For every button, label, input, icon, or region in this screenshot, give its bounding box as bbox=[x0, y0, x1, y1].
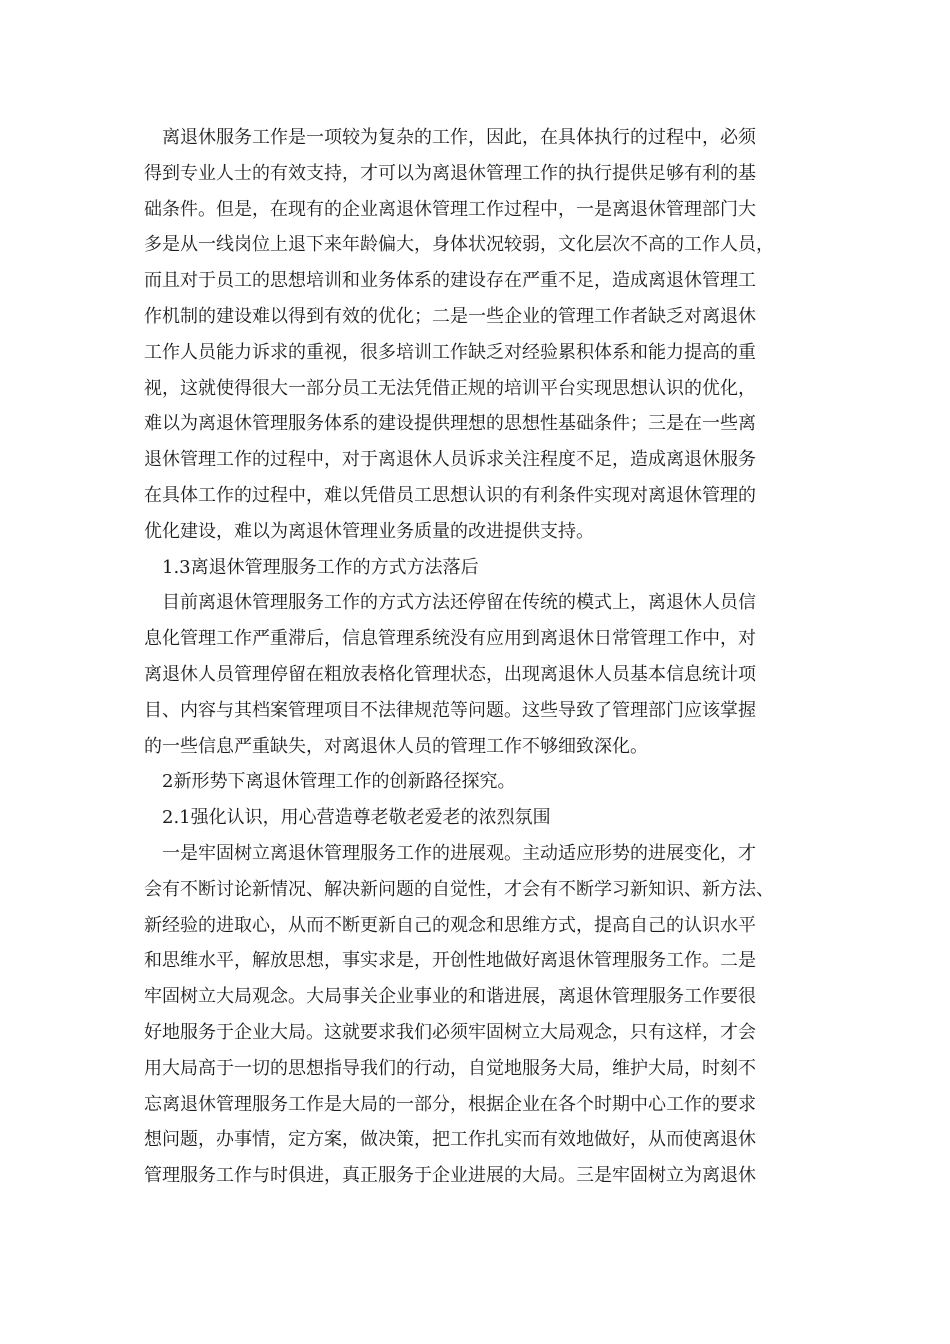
text-line: 用大局高于一切的思想指导我们的行动，自觉地服务大局，维护大局，时刻不 bbox=[144, 1057, 756, 1079]
text-line: 难以为离退休管理服务体系的建设提供理想的思想性基础条件；三是在一些离 bbox=[144, 413, 756, 435]
text-line: 多是从一线岗位上退下来年龄偏大，身体状况较弱，文化层次不高的工作人员， bbox=[144, 234, 774, 256]
text-line: 和思维水平，解放思想，事实求是，开创性地做好离退休管理服务工作。二是 bbox=[144, 950, 756, 972]
text-line: 想问题，办事情，定方案，做决策，把工作扎实而有效地做好，从而使离退休 bbox=[144, 1129, 756, 1151]
text-line: 优化建设，难以为离退休管理业务质量的改进提供支持。 bbox=[144, 520, 594, 542]
text-line: 会有不断讨论新情况、解决新问题的自觉性，才会有不断学习新知识、新方法、 bbox=[144, 878, 774, 900]
text-line: 目、内容与其档案管理项目不法律规范等问题。这些导致了管理部门应该掌握 bbox=[144, 699, 756, 721]
text-line: 目前离退休管理服务工作的方式方法还停留在传统的模式上，离退休人员信 bbox=[162, 592, 756, 614]
text-line: 2.1强化认识，用心营造尊老敬老爱老的浓烈氛围 bbox=[162, 807, 551, 829]
document-body bbox=[144, 120, 804, 1194]
text-line: 离退休人员管理停留在粗放表格化管理状态，出现离退休人员基本信息统计项 bbox=[144, 663, 756, 685]
text-line: 1.3离退休管理服务工作的方式方法落后 bbox=[162, 556, 479, 578]
text-line: 础条件。但是，在现有的企业离退休管理工作过程中，一是离退休管理部门大 bbox=[144, 198, 756, 220]
text-line: 2新形势下离退休管理工作的创新路径探究。 bbox=[162, 771, 516, 793]
text-line: 工作人员能力诉求的重视，很多培训工作缺乏对经验累积体系和能力提高的重 bbox=[144, 341, 756, 363]
text-line: 退休管理工作的过程中，对于离退休人员诉求关注程度不足，造成离退休服务 bbox=[144, 449, 756, 471]
text-line: 而且对于员工的思想培训和业务体系的建设存在严重不足，造成离退休管理工 bbox=[144, 270, 756, 292]
text-line: 管理服务工作与时俱进，真正服务于企业进展的大局。三是牢固树立为离退休 bbox=[144, 1165, 756, 1187]
text-line: 在具体工作的过程中，难以凭借员工思想认识的有利条件实现对离退休管理的 bbox=[144, 484, 756, 506]
text-line: 好地服务于企业大局。这就要求我们必须牢固树立大局观念，只有这样，才会 bbox=[144, 1021, 756, 1043]
text-line: 得到专业人士的有效支持，才可以为离退休管理工作的执行提供足够有利的基 bbox=[144, 162, 756, 184]
text-line: 息化管理工作严重滞后，信息管理系统没有应用到离退休日常管理工作中，对 bbox=[144, 628, 756, 650]
text-line: 的一些信息严重缺失，对离退休人员的管理工作不够细致深化。 bbox=[144, 735, 648, 757]
text-line: 作机制的建设难以得到有效的优化；二是一些企业的管理工作者缺乏对离退休 bbox=[144, 305, 756, 327]
text-line: 牢固树立大局观念。大局事关企业事业的和谐进展，离退休管理服务工作要很 bbox=[144, 986, 756, 1008]
text-line: 忘离退休管理服务工作是大局的一部分，根据企业在各个时期中心工作的要求 bbox=[144, 1093, 756, 1115]
text-line: 离退休服务工作是一项较为复杂的工作，因此，在具体执行的过程中，必须 bbox=[162, 127, 756, 148]
text-line: 视，这就使得很大一部分员工无法凭借正规的培训平台实现思想认识的优化， bbox=[144, 377, 756, 399]
text-line: 新经验的进取心，从而不断更新自己的观念和思维方式，提高自己的认识水平 bbox=[144, 914, 756, 936]
text-line: 一是牢固树立离退休管理服务工作的进展观。主动适应形势的进展变化，才 bbox=[162, 842, 756, 864]
